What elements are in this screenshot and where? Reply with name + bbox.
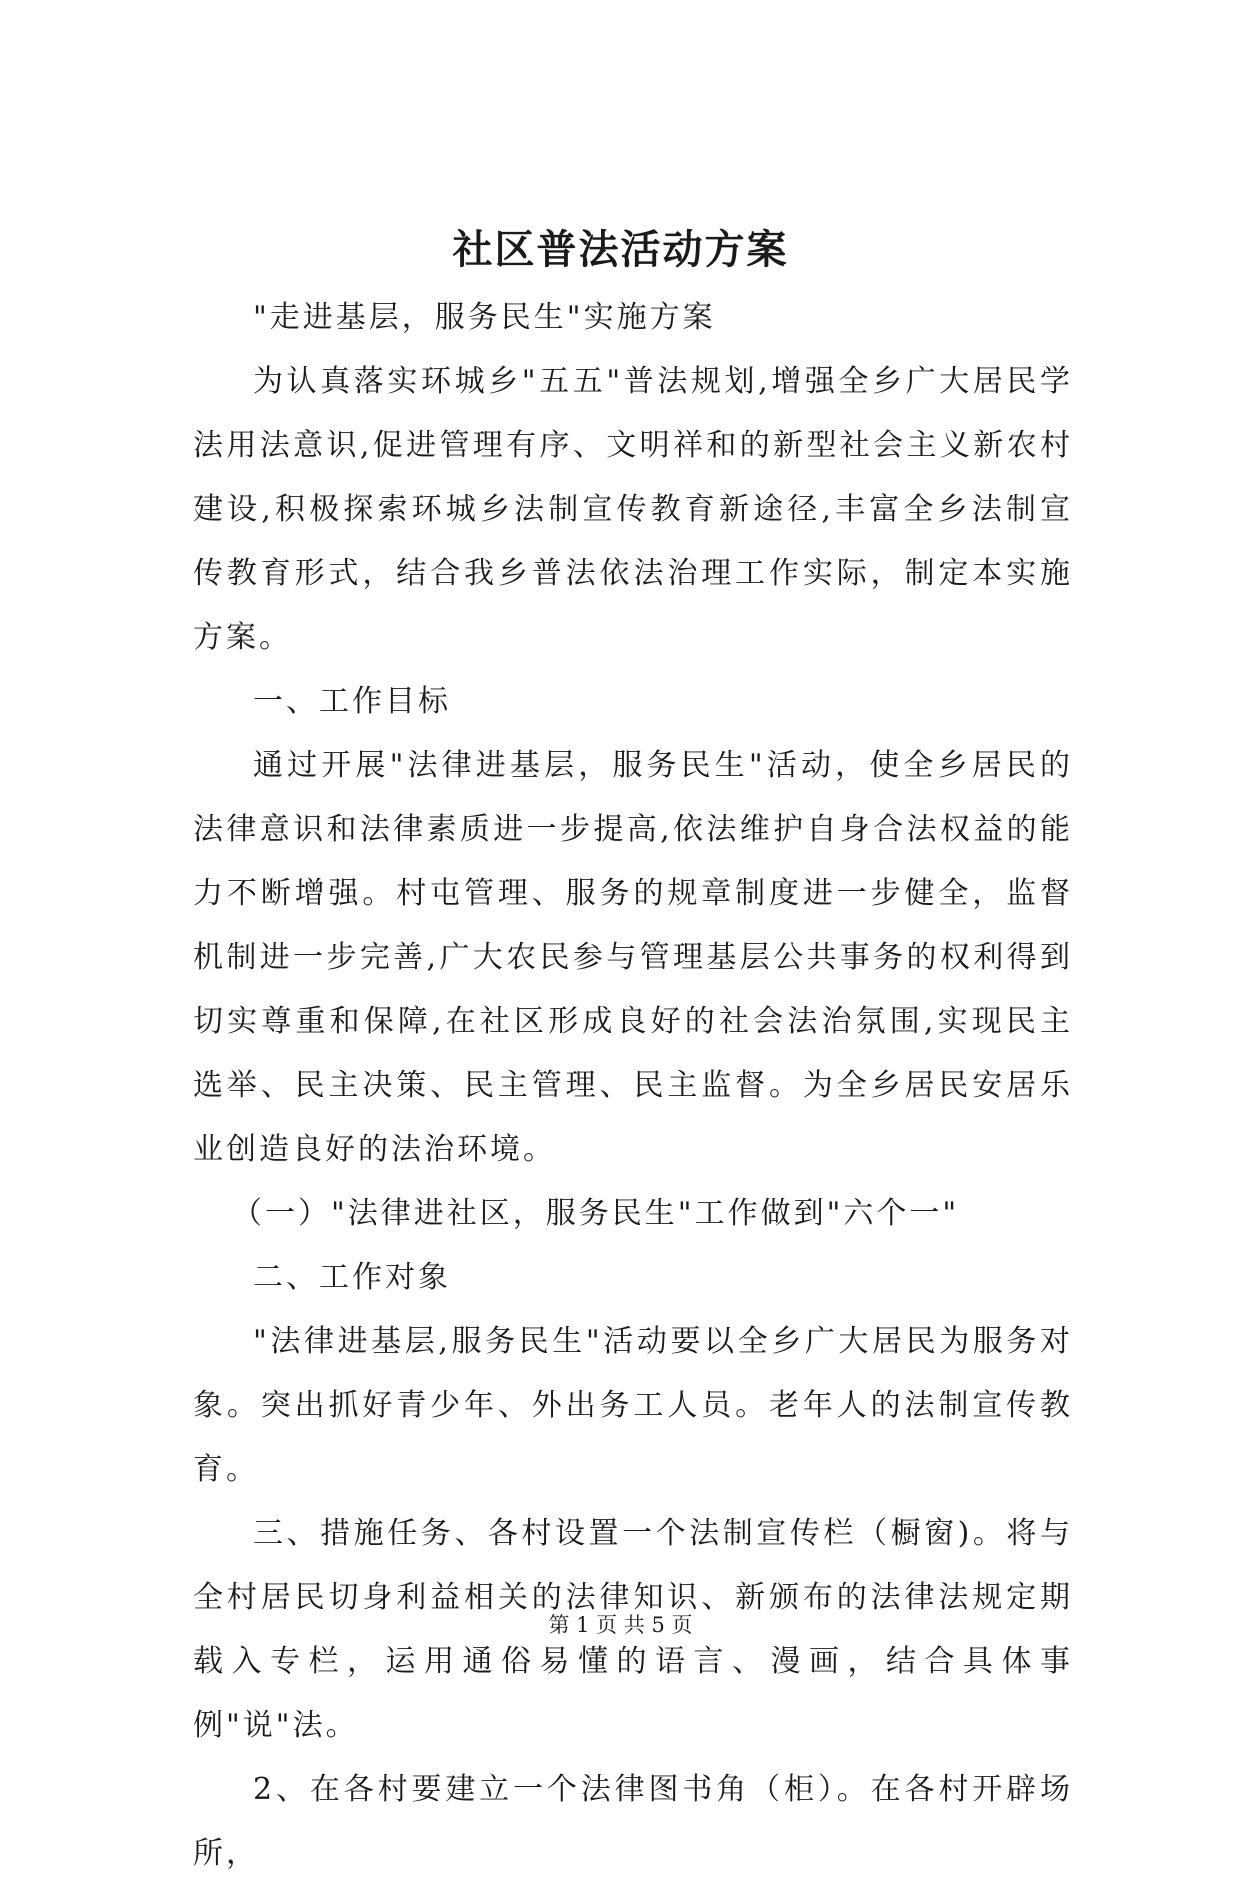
goals-paragraph: 通过开展"法律进基层，服务民生"活动，使全乡居民的法律意识和法律素质进一步提高,依法维护自身合法权益的能力不断增强。村屯管理、服务的规章制度进一步健全，监督机制进一步完善,广大农民参与管理基层公共事务的权利得到切实尊重和保障,在社区形成良好的社会法治氛围,实现民主选举、民主决策、民主管理、民主监督。为全乡居民安居乐业创造良好的法治环境。	[193, 748, 1073, 1167]
document-title: 社区普法活动方案	[452, 226, 789, 273]
targets-paragraph: "法律进基层,服务民生"活动要以全乡广大居民为服务对象。突出抓好青少年、外出务工人员。老年人的法制宣传教育。	[193, 1324, 1073, 1487]
measures-paragraph: 三、措施任务、各村设置一个法制宣传栏（橱窗)。将与全村居民切身利益相关的法律知识、新颁布的法律法规定期载入专栏，运用通俗易懂的语言、漫画，结合具体事例"说"法。	[193, 1516, 1073, 1743]
document-body	[193, 286, 1073, 1886]
section-heading-goals: 一、工作目标	[253, 684, 451, 719]
page-number-footer: 第 1 页 共 5 页	[548, 1613, 693, 1637]
library-paragraph: 2、在各村要建立一个法律图书角（柜）。在各村开辟场所，	[193, 1772, 1073, 1871]
intro-paragraph: 为认真落实环城乡"五五"普法规划,增强全乡广大居民学法用法意识,促进管理有序、文明祥和的新型社会主义新农村建设,积极探索环城乡法制宣传教育新途径,丰富全乡法制宣传教育形式，结合我乡普法依法治理工作实际，制定本实施方案。	[193, 364, 1073, 655]
subsection-heading-six-ones: （一）"法律进社区，服务民生"工作做到"六个一"	[232, 1196, 960, 1231]
section-heading-targets: 二、工作对象	[253, 1260, 451, 1295]
subtitle-paragraph: "走进基层，服务民生"实施方案	[253, 300, 716, 335]
